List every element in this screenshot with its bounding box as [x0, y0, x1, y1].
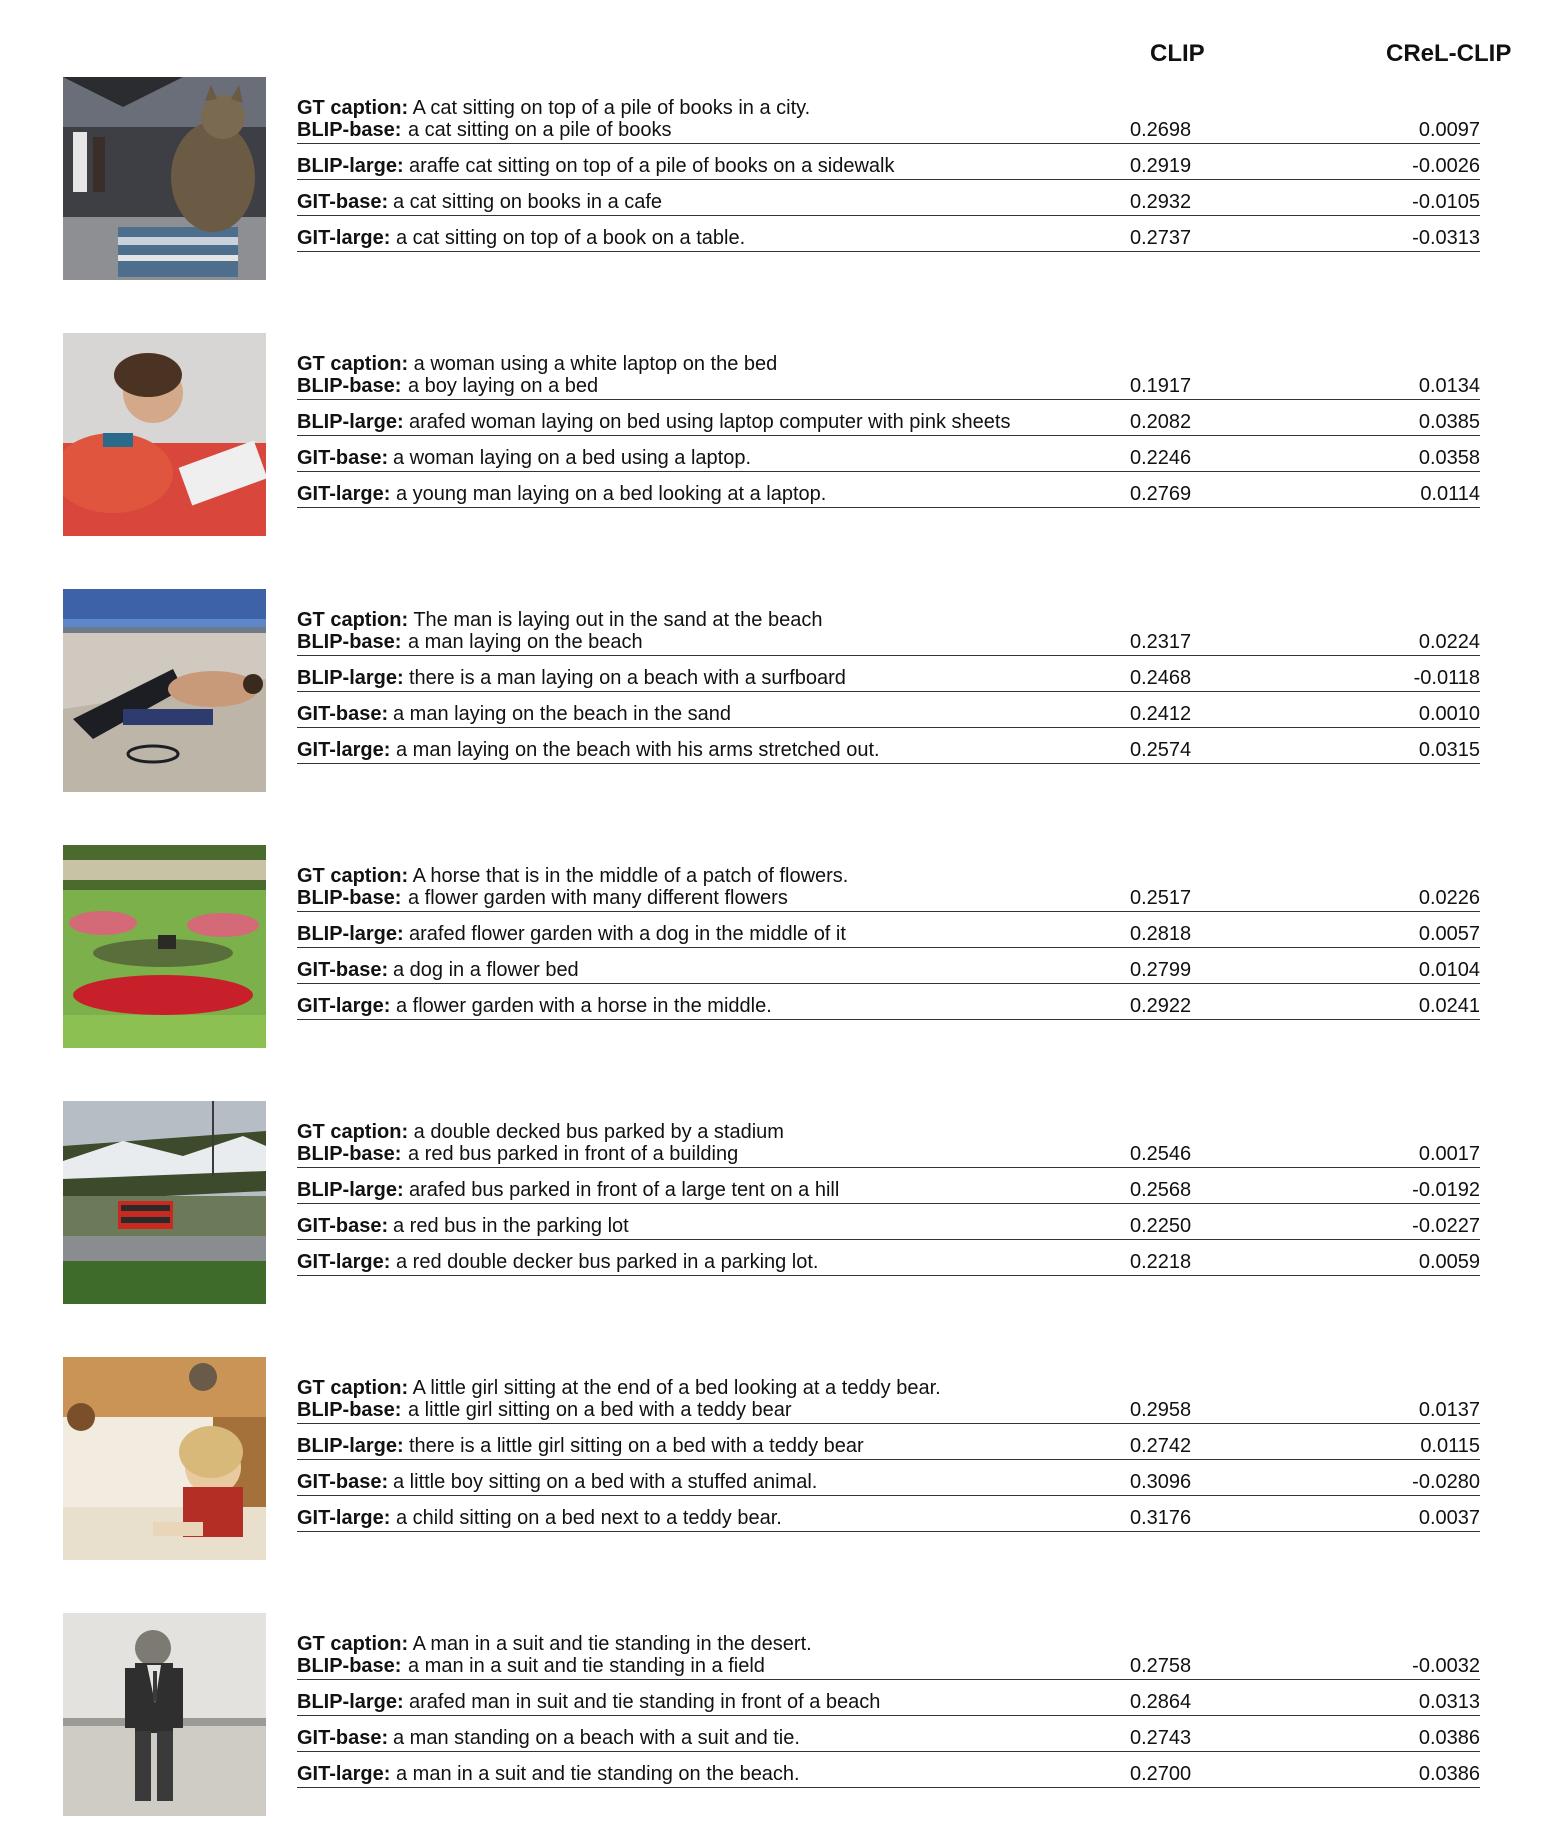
generated-caption: there is a man laying on a beach with a surfboard: [409, 667, 846, 689]
generated-caption: a child sitting on a bed next to a teddy bear.: [396, 1507, 782, 1529]
generated-caption: a boy laying on a bed: [408, 375, 599, 397]
clip-score: 0.2698: [1130, 119, 1192, 141]
column-header-crel-clip: CReL-CLIP: [1386, 40, 1512, 67]
model-name: GIT-base:: [297, 447, 389, 469]
table-row: [297, 179, 1480, 216]
crel-clip-score: 0.0059: [1418, 1251, 1480, 1273]
clip-score: 0.2922: [1130, 995, 1192, 1017]
table-row: [297, 655, 1480, 692]
crel-clip-score: 0.0313: [1418, 1691, 1480, 1713]
generated-caption: a red bus parked in front of a building: [408, 1143, 739, 1165]
generated-caption: a cat sitting on a pile of books: [408, 119, 672, 141]
generated-caption: arafed flower garden with a dog in the middle of it: [409, 923, 846, 945]
man-on-beach-photo: [63, 589, 266, 792]
table-row: [297, 1459, 1480, 1496]
model-name: GIT-base:: [297, 1215, 389, 1237]
gt-caption-label: GT caption:: [297, 97, 409, 119]
table-row: [297, 983, 1480, 1020]
clip-score: 0.2412: [1130, 703, 1192, 725]
model-name: GIT-base:: [297, 703, 389, 725]
clip-score: 0.2737: [1130, 227, 1192, 249]
model-name: GIT-large:: [297, 995, 391, 1017]
crel-clip-score: -0.0032: [1412, 1655, 1480, 1677]
gt-caption-text: a woman using a white laptop on the bed: [413, 353, 778, 375]
table-row: [297, 1203, 1480, 1240]
gt-caption-label: GT caption:: [297, 865, 409, 887]
example-block: [0, 845, 1559, 1065]
model-name: BLIP-large:: [297, 411, 404, 433]
table-row: [297, 215, 1480, 252]
clip-score: 0.2218: [1130, 1251, 1192, 1273]
table-row: [297, 435, 1480, 472]
clip-score: 0.2932: [1130, 191, 1192, 213]
generated-caption: a man laying on the beach in the sand: [393, 703, 732, 725]
clip-score: 0.2568: [1130, 1179, 1192, 1201]
man-in-suit-photo: [63, 1613, 266, 1816]
cat-on-books-photo: [63, 77, 266, 280]
table-row: [297, 619, 1480, 656]
crel-clip-score: -0.0280: [1412, 1471, 1480, 1493]
model-name: BLIP-base:: [297, 1143, 402, 1165]
model-name: BLIP-base:: [297, 375, 402, 397]
table-row: [297, 947, 1480, 984]
crel-clip-score: 0.0134: [1418, 375, 1480, 397]
generated-caption: a cat sitting on books in a cafe: [393, 191, 663, 213]
crel-clip-score: -0.0118: [1413, 667, 1480, 689]
generated-caption: arafed man in suit and tie standing in front of a beach: [409, 1691, 881, 1713]
table-row: [297, 1715, 1480, 1752]
model-name: BLIP-large:: [297, 155, 404, 177]
table-row: [297, 1387, 1480, 1424]
person-with-laptop-photo: [63, 333, 266, 536]
gt-caption-text: A man in a suit and tie standing in the desert.: [412, 1633, 812, 1655]
generated-caption: a little boy sitting on a bed with a stuffed animal.: [393, 1471, 818, 1493]
crel-clip-score: 0.0057: [1418, 923, 1480, 945]
generated-caption: a young man laying on a bed looking at a laptop.: [396, 483, 827, 505]
clip-score: 0.2919: [1130, 155, 1192, 177]
gt-caption-label: GT caption:: [297, 353, 409, 375]
clip-score: 0.1917: [1130, 375, 1192, 397]
crel-clip-score: 0.0224: [1418, 631, 1480, 653]
table-row: [297, 399, 1480, 436]
crel-clip-score: 0.0226: [1418, 887, 1480, 909]
clip-score: 0.3176: [1130, 1507, 1192, 1529]
model-name: GIT-large:: [297, 1251, 391, 1273]
clip-score: 0.2574: [1130, 739, 1192, 761]
table-row: [297, 1131, 1480, 1168]
table-row: [297, 1239, 1480, 1276]
crel-clip-score: 0.0104: [1418, 959, 1480, 981]
gt-caption-text: The man is laying out in the sand at the beach: [413, 609, 823, 631]
column-header-clip: CLIP: [1150, 40, 1205, 67]
crel-clip-score: 0.0017: [1418, 1143, 1480, 1165]
generated-caption: a little girl sitting on a bed with a teddy bear: [408, 1399, 792, 1421]
crel-clip-score: -0.0026: [1412, 155, 1480, 177]
model-name: BLIP-large:: [297, 667, 404, 689]
example-block: [0, 1357, 1559, 1577]
clip-score: 0.2082: [1130, 411, 1192, 433]
crel-clip-score: 0.0315: [1418, 739, 1480, 761]
generated-caption: araffe cat sitting on top of a pile of books on a sidewalk: [409, 155, 895, 177]
table-row: [297, 1495, 1480, 1532]
model-name: GIT-large:: [297, 739, 391, 761]
table-row: [297, 911, 1480, 948]
model-name: BLIP-large:: [297, 1435, 404, 1457]
clip-score: 0.2546: [1130, 1143, 1192, 1165]
clip-score: 0.2818: [1130, 923, 1192, 945]
table-row: [297, 107, 1480, 144]
table-row: [297, 691, 1480, 728]
model-name: GIT-large:: [297, 483, 391, 505]
model-name: GIT-base:: [297, 1727, 389, 1749]
crel-clip-score: -0.0313: [1412, 227, 1480, 249]
crel-clip-score: 0.0010: [1418, 703, 1480, 725]
clip-score: 0.2700: [1130, 1763, 1192, 1785]
generated-caption: a man in a suit and tie standing in a field: [408, 1655, 765, 1677]
table-row: [297, 1423, 1480, 1460]
model-name: GIT-base:: [297, 959, 389, 981]
clip-score: 0.2799: [1130, 959, 1192, 981]
generated-caption: a man laying on the beach: [408, 631, 643, 653]
table-row: [297, 1167, 1480, 1204]
model-name: GIT-base:: [297, 191, 389, 213]
model-name: BLIP-large:: [297, 923, 404, 945]
generated-caption: a red double decker bus parked in a parking lot.: [396, 1251, 819, 1273]
clip-score: 0.2864: [1130, 1691, 1192, 1713]
generated-caption: a flower garden with many different flowers: [408, 887, 788, 909]
generated-caption: a man standing on a beach with a suit and tie.: [393, 1727, 800, 1749]
generated-caption: a man in a suit and tie standing on the beach.: [396, 1763, 800, 1785]
crel-clip-score: -0.0227: [1412, 1215, 1480, 1237]
gt-caption-label: GT caption:: [297, 1377, 409, 1399]
clip-score: 0.3096: [1130, 1471, 1192, 1493]
example-block: [0, 589, 1559, 809]
crel-clip-score: 0.0386: [1418, 1727, 1480, 1749]
table-row: [297, 1679, 1480, 1716]
gt-caption-text: A cat sitting on top of a pile of books in a city.: [412, 97, 811, 119]
gt-caption-text: a double decked bus parked by a stadium: [413, 1121, 784, 1143]
crel-clip-score: 0.0358: [1418, 447, 1480, 469]
clip-score: 0.2468: [1130, 667, 1192, 689]
clip-score: 0.2958: [1130, 1399, 1192, 1421]
generated-caption: a red bus in the parking lot: [393, 1215, 629, 1237]
clip-score: 0.2742: [1130, 1435, 1192, 1457]
girl-teddy-bear-photo: [63, 1357, 266, 1560]
generated-caption: a cat sitting on top of a book on a table.: [396, 227, 746, 249]
model-name: BLIP-base:: [297, 1399, 402, 1421]
generated-caption: arafed bus parked in front of a large tent on a hill: [409, 1179, 840, 1201]
generated-caption: a dog in a flower bed: [393, 959, 579, 981]
generated-caption: arafed woman laying on bed using laptop computer with pink sheets: [409, 411, 1011, 433]
model-name: BLIP-base:: [297, 119, 402, 141]
example-block: [0, 1101, 1559, 1321]
crel-clip-score: 0.0385: [1418, 411, 1480, 433]
crel-clip-score: 0.0037: [1418, 1507, 1480, 1529]
crel-clip-score: -0.0105: [1412, 191, 1480, 213]
crel-clip-score: 0.0114: [1420, 483, 1480, 505]
gt-caption-label: GT caption:: [297, 1633, 409, 1655]
table-row: [297, 143, 1480, 180]
gt-caption-text: A horse that is in the middle of a patch of flowers.: [412, 865, 849, 887]
model-name: BLIP-large:: [297, 1691, 404, 1713]
model-name: BLIP-base:: [297, 631, 402, 653]
red-bus-photo: [63, 1101, 266, 1304]
generated-caption: a woman laying on a bed using a laptop.: [393, 447, 752, 469]
generated-caption: there is a little girl sitting on a bed with a teddy bear: [409, 1435, 864, 1457]
model-name: GIT-large:: [297, 227, 391, 249]
clip-score: 0.2758: [1130, 1655, 1192, 1677]
clip-score: 0.2517: [1130, 887, 1192, 909]
crel-clip-score: 0.0115: [1420, 1435, 1480, 1457]
example-block: [0, 1613, 1559, 1833]
table-row: [297, 471, 1480, 508]
model-name: BLIP-base:: [297, 887, 402, 909]
clip-score: 0.2743: [1130, 1727, 1192, 1749]
model-name: GIT-large:: [297, 1763, 391, 1785]
model-name: BLIP-large:: [297, 1179, 404, 1201]
crel-clip-score: -0.0192: [1412, 1179, 1480, 1201]
table-row: [297, 363, 1480, 400]
gt-caption-label: GT caption:: [297, 1121, 409, 1143]
crel-clip-score: 0.0386: [1418, 1763, 1480, 1785]
crel-clip-score: 0.0097: [1418, 119, 1480, 141]
clip-score: 0.2246: [1130, 447, 1192, 469]
table-row: [297, 875, 1480, 912]
clip-score: 0.2769: [1130, 483, 1192, 505]
clip-score: 0.2317: [1130, 631, 1192, 653]
table-row: [297, 727, 1480, 764]
flower-garden-photo: [63, 845, 266, 1048]
crel-clip-score: 0.0241: [1418, 995, 1480, 1017]
gt-caption-text: A little girl sitting at the end of a bed looking at a teddy bear.: [412, 1377, 941, 1399]
gt-caption-label: GT caption:: [297, 609, 409, 631]
model-name: GIT-base:: [297, 1471, 389, 1493]
example-block: [0, 77, 1559, 297]
clip-score: 0.2250: [1130, 1215, 1192, 1237]
example-block: [0, 333, 1559, 553]
generated-caption: a man laying on the beach with his arms stretched out.: [396, 739, 880, 761]
generated-caption: a flower garden with a horse in the middle.: [396, 995, 772, 1017]
table-row: [297, 1643, 1480, 1680]
model-name: BLIP-base:: [297, 1655, 402, 1677]
table-row: [297, 1751, 1480, 1788]
crel-clip-score: 0.0137: [1418, 1399, 1480, 1421]
model-name: GIT-large:: [297, 1507, 391, 1529]
